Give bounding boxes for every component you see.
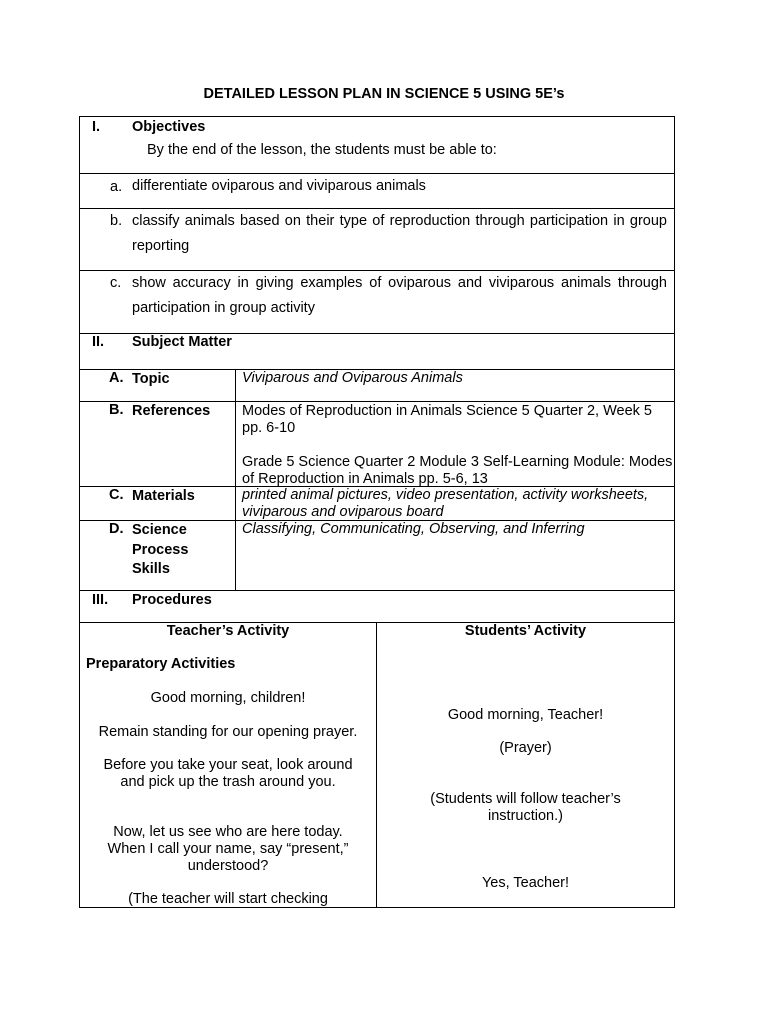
topic-label: Topic	[132, 371, 170, 387]
student-line: Yes, Teacher!	[481, 875, 570, 891]
subject-matter-numeral: II.	[92, 334, 105, 350]
subject-matter-header-row	[79, 333, 675, 369]
references-label: References	[132, 403, 211, 419]
procedures-numeral: III.	[92, 592, 109, 608]
objectives-header-row	[79, 116, 675, 173]
teacher-line: Before you take your seat, look around	[103, 757, 353, 773]
references-label-cell	[80, 402, 236, 486]
skills-label-line1: Science	[132, 522, 187, 538]
preparatory-activities-heading: Preparatory Activities	[86, 656, 236, 672]
skills-row	[79, 520, 675, 590]
objective-text: show accuracy in giving examples of oviparous and viviparous animals through participation in group activity	[132, 275, 667, 316]
lesson-plan-table	[79, 116, 675, 908]
teacher-line: Now, let us see who are here today.	[113, 824, 343, 840]
students-activity-column	[377, 623, 674, 907]
skills-label-cell	[80, 521, 236, 590]
reference-2: Grade 5 Science Quarter 2 Module 3 Self-Learning Module: Modes of Reproduction in Animals pp. 5-6, 13	[242, 454, 673, 487]
student-line: (Students will follow teacher’s	[430, 791, 621, 807]
teacher-line: and pick up the trash around you.	[120, 774, 336, 790]
objective-row-b	[79, 208, 675, 270]
procedures-header-row	[79, 590, 675, 622]
topic-letter: A.	[109, 370, 124, 386]
skills-value: Classifying, Communicating, Observing, and Inferring	[242, 521, 585, 537]
skills-label-line2: Process	[132, 541, 189, 558]
teacher-line: understood?	[187, 858, 269, 874]
objectives-intro: By the end of the lesson, the students must be able to:	[147, 142, 497, 158]
objective-letter: b.	[110, 213, 123, 229]
teacher-line: Good morning, children!	[150, 690, 306, 706]
objectives-heading: Objectives	[132, 119, 206, 135]
skills-letter: D.	[109, 521, 124, 537]
skills-label	[132, 521, 188, 580]
teacher-line: Remain standing for our opening prayer.	[98, 724, 358, 740]
objective-row-c	[79, 270, 675, 333]
references-value-cell	[236, 402, 674, 486]
activities-row	[79, 622, 675, 908]
references-row	[79, 401, 675, 486]
objective-text: differentiate oviparous and viviparous animals	[132, 178, 426, 194]
subject-matter-heading: Subject Matter	[132, 334, 232, 350]
student-line: Good morning, Teacher!	[447, 707, 604, 723]
topic-label-cell	[80, 370, 236, 401]
teacher-activity-header: Teacher’s Activity	[166, 623, 290, 639]
objective-letter: c.	[110, 275, 122, 291]
materials-label-cell	[80, 487, 236, 520]
student-line: instruction.)	[488, 808, 563, 824]
materials-value: printed animal pictures, video presentation, activity worksheets, viviparous and oviparous board	[242, 487, 649, 520]
document-title: DETAILED LESSON PLAN IN SCIENCE 5 USING 5E’s	[203, 86, 565, 102]
references-letter: B.	[109, 402, 124, 418]
teacher-line: When I call your name, say “present,”	[107, 841, 349, 857]
topic-row	[79, 369, 675, 401]
materials-label: Materials	[132, 488, 195, 504]
reference-1: Modes of Reproduction in Animals Science 5 Quarter 2, Week 5 pp. 6-10	[242, 403, 652, 436]
student-line: (Prayer)	[499, 740, 552, 756]
objective-row-a	[79, 173, 675, 208]
objective-letter: a.	[110, 179, 123, 195]
materials-row	[79, 486, 675, 520]
procedures-heading: Procedures	[132, 592, 212, 608]
materials-letter: C.	[109, 487, 124, 503]
topic-value: Viviparous and Oviparous Animals	[242, 370, 463, 386]
skills-label-line3: Skills	[132, 561, 170, 577]
teacher-activity-column	[80, 623, 377, 907]
objectives-numeral: I.	[92, 119, 101, 135]
students-activity-header: Students’ Activity	[464, 623, 587, 639]
objective-text: classify animals based on their type of reproduction through participation in group reporting	[132, 213, 667, 254]
teacher-line: (The teacher will start checking	[128, 891, 328, 907]
